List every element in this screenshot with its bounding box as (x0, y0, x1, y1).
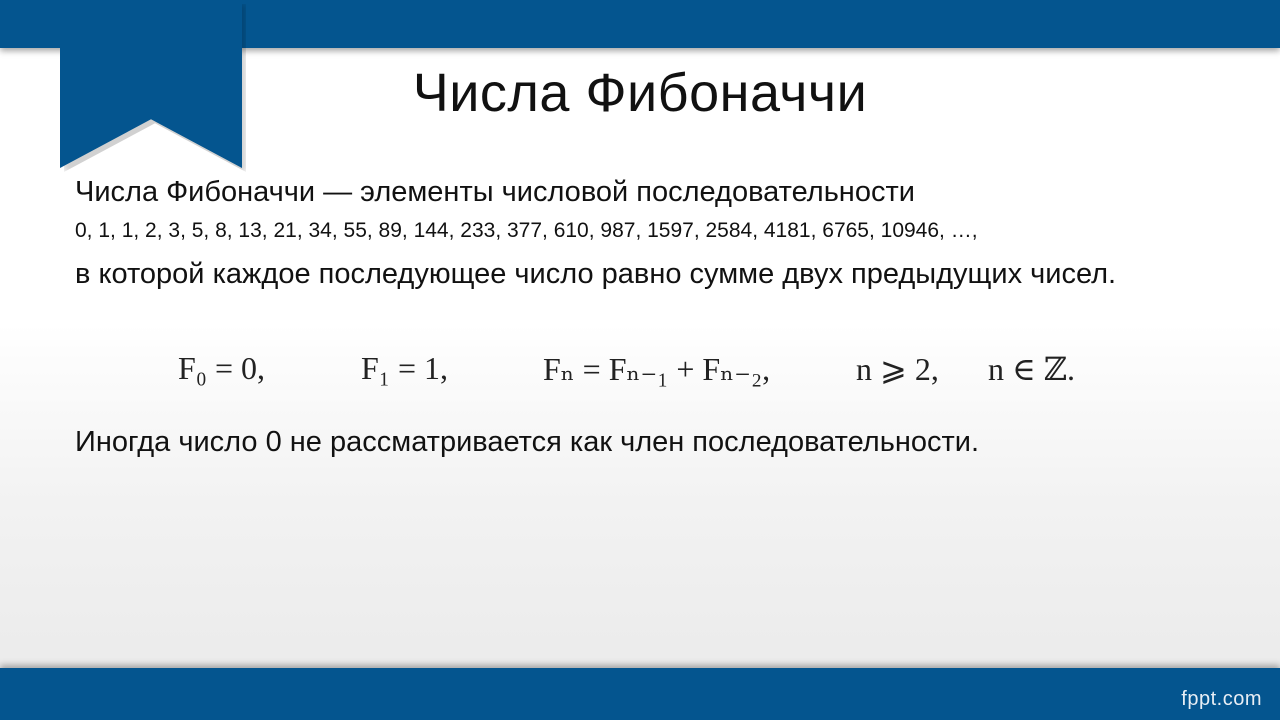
formula-condition: n ⩾ 2, (856, 351, 939, 387)
definition-continuation: в которой каждое последующее число равно сумме двух предыдущих чисел. (75, 258, 1117, 290)
brand-watermark: fppt.com (1181, 688, 1262, 710)
slide-title: Числа Фибоначчи (412, 63, 868, 123)
formula-domain: n ∈ ℤ. (988, 351, 1076, 387)
formula-f1: F₁ = 1, (361, 350, 448, 386)
bottom-banner-bar (0, 668, 1280, 720)
definition-text: Числа Фибоначчи — элементы числовой последовательности (75, 176, 915, 208)
fibonacci-sequence: 0, 1, 1, 2, 3, 5, 8, 13, 21, 34, 55, 89, 144, 233, 377, 610, 987, 1597, 2584, 4181, 6765, 10946, …, (75, 219, 978, 242)
zero-note: Иногда число 0 не рассматривается как член последовательности. (75, 426, 980, 458)
formula-fn: Fₙ = Fₙ₋₁ + Fₙ₋₂, (543, 351, 771, 387)
formula-f0: F₀ = 0, (178, 350, 265, 386)
recurrence-formula (178, 342, 1098, 398)
